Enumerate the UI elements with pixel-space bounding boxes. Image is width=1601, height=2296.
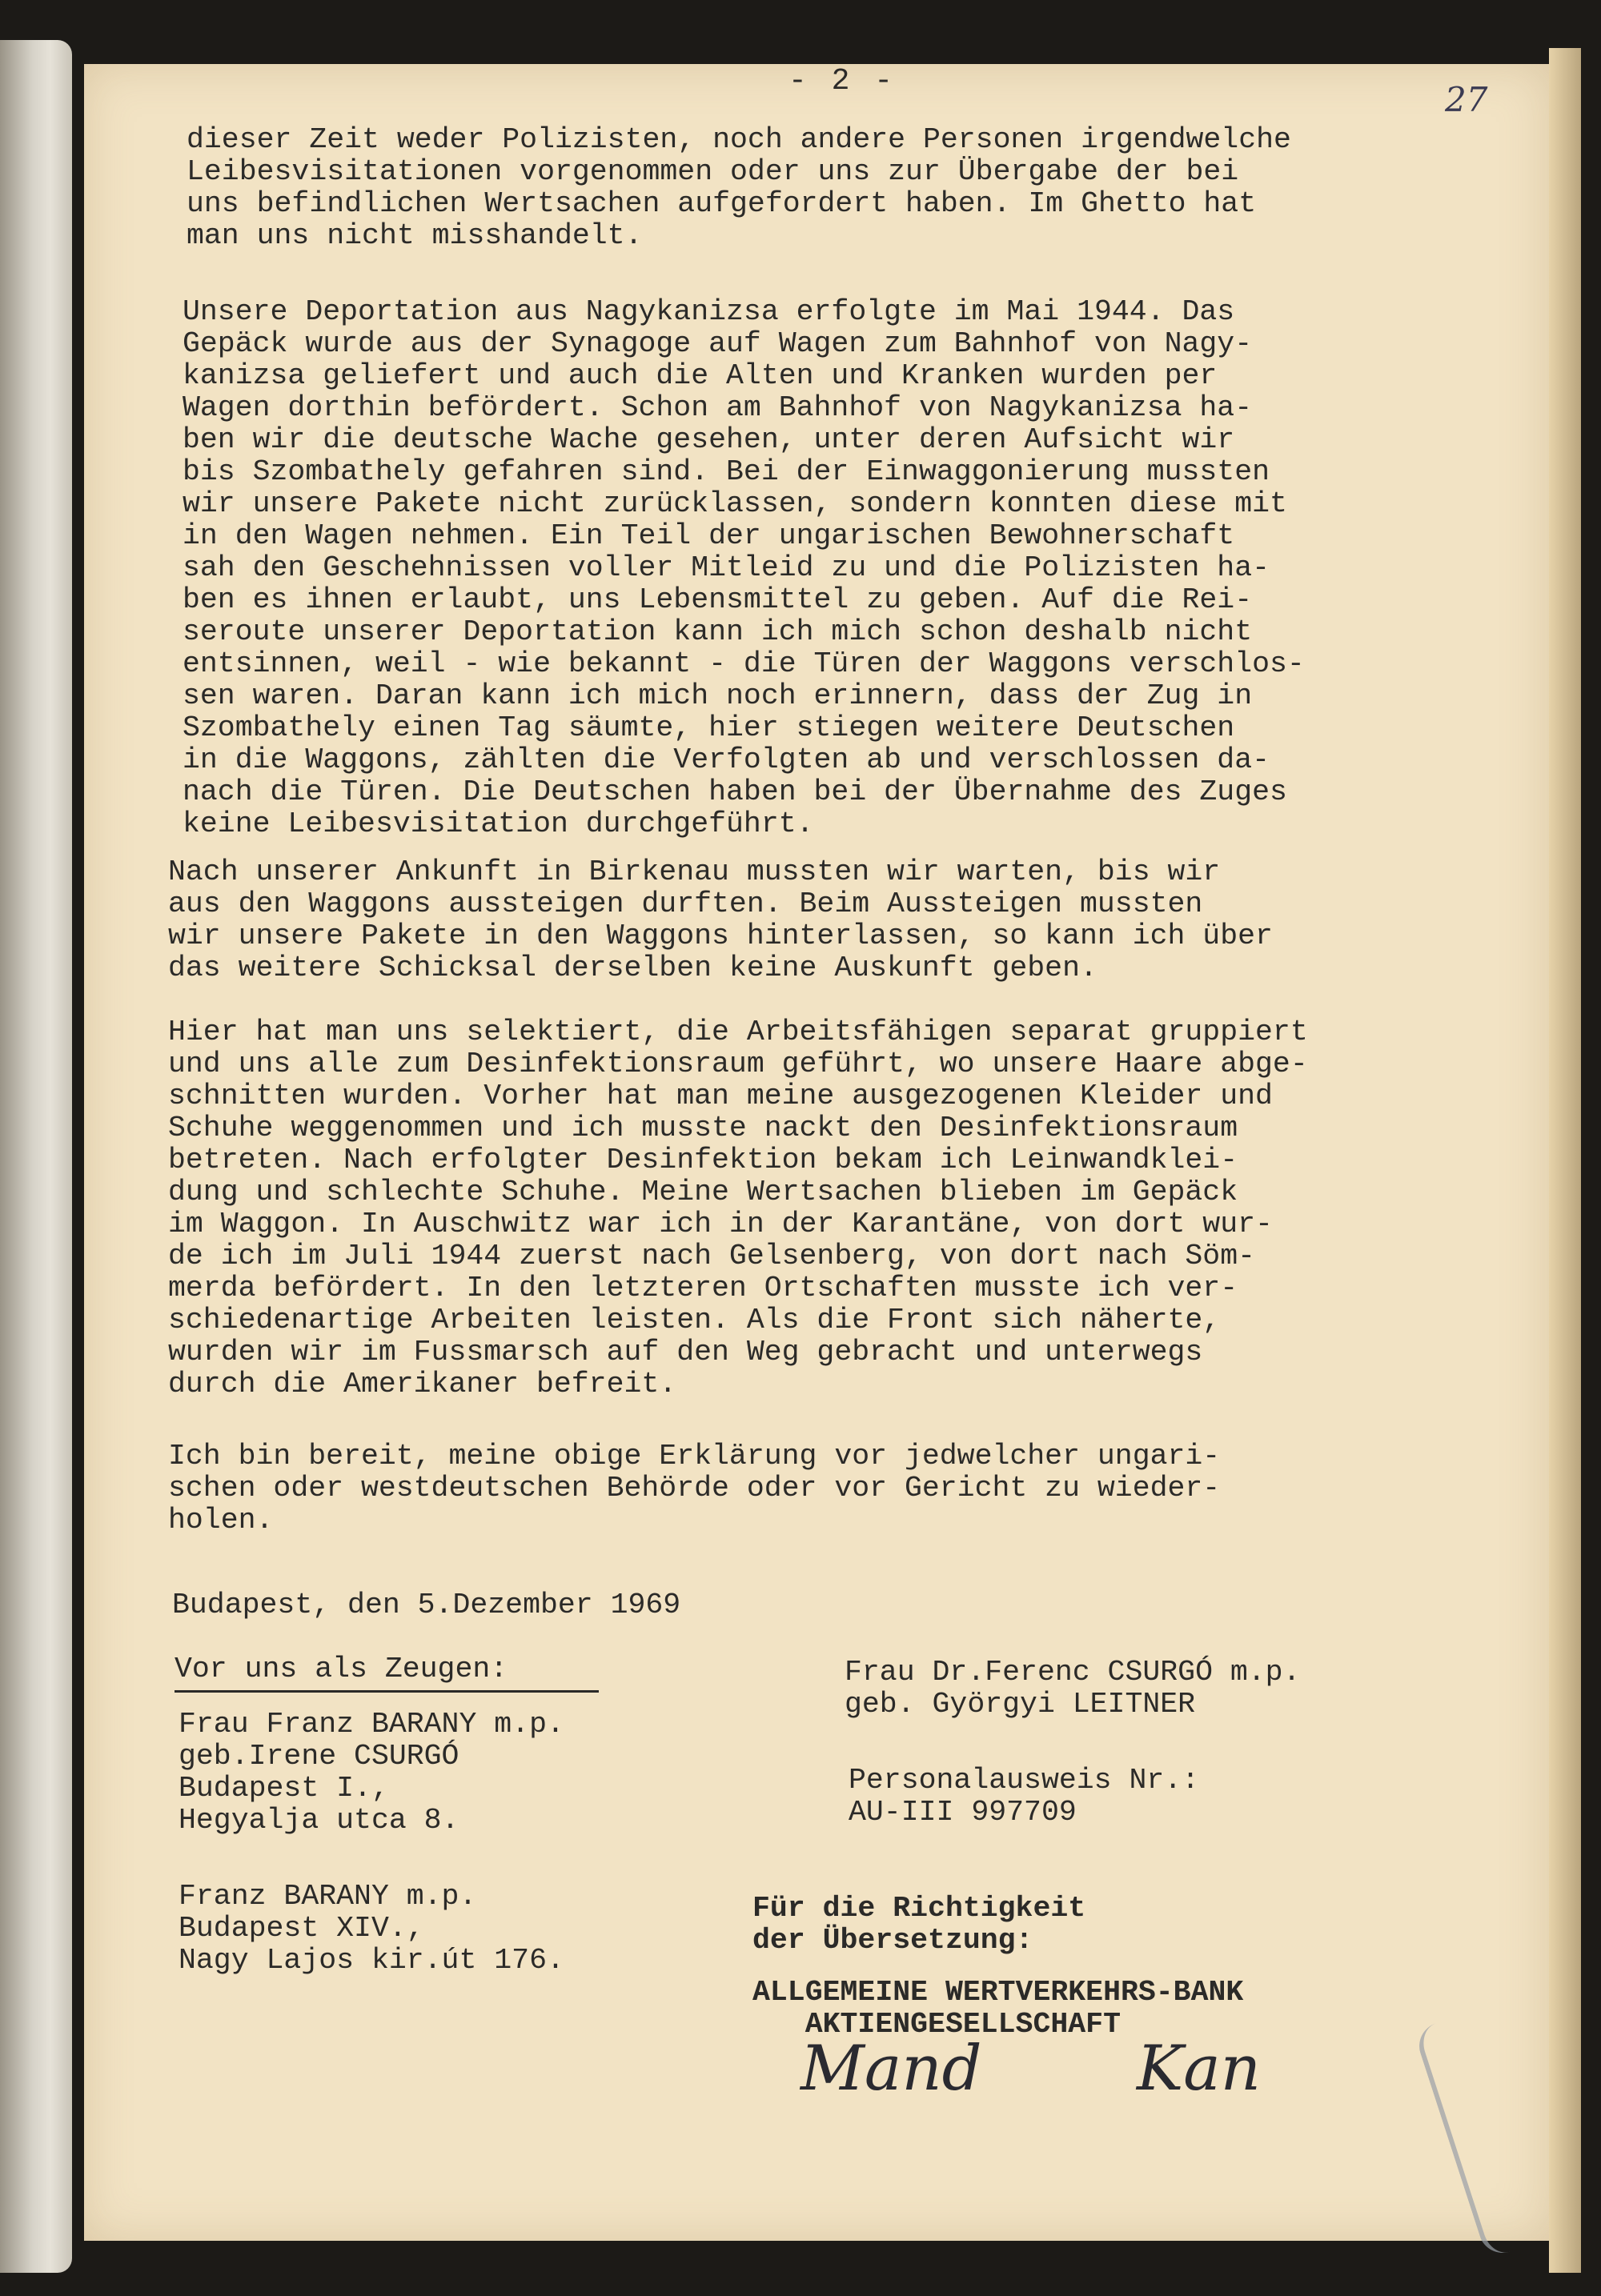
witness-heading: Vor uns als Zeugen:	[175, 1653, 508, 1685]
stacked-page-edges	[1549, 48, 1581, 2273]
witness-heading-underline	[175, 1690, 599, 1693]
translation-note: Für die Richtigkeit der Übersetzung:	[752, 1892, 1086, 1957]
adjacent-page-edge	[0, 40, 72, 2273]
bank-stamp: ALLGEMEINE WERTVERKEHRS-BANK AKTIENGESELLSCHAFT	[752, 1976, 1244, 2041]
date-line: Budapest, den 5.Dezember 1969	[172, 1589, 681, 1621]
paragraph-5: Ich bin bereit, meine obige Erklärung vor jedwelcher ungari- schen oder westdeutschen Behörde oder vor Gericht zu wieder- holen.	[168, 1440, 1221, 1537]
paragraph-4: Hier hat man uns selektiert, die Arbeitsfähigen separat gruppiert und uns alle zum Desinfektionsraum geführt, wo unsere Haare abge- schnitten wurden. Vorher hat man meine ausgezogenen Kleider und Schuhe weggenommen und ich musste nackt den Desinfektionsraum betreten. Nach erfolgter Desinfektion bekam ich Leinwandklei- dung und schlechte Schuhe. Meine Wertsachen blieben im Gepäck im Waggon. In Auschwitz war ich in der Karantäne, von dort wur- de ich im Juli 1944 zuerst nach Gelsenberg, von dort nach Söm- merda befördert. In den letzteren Ortschaften musste ich ver- schiedenartige Arbeiten leisten. Als die Front sich näherte, wurden wir im Fussmarsch auf den Weg gebracht und unterwegs durch die Amerikaner befreit.	[168, 1016, 1308, 1400]
signature-1: Mand	[800, 2033, 982, 2105]
declarant-name: Frau Dr.Ferenc CSURGÓ m.p. geb. Györgyi LEITNER	[845, 1656, 1301, 1721]
witness-2-block: Franz BARANY m.p. Budapest XIV., Nagy Lajos kir.út 176.	[179, 1880, 564, 1977]
paragraph-1: dieser Zeit weder Polizisten, noch andere Personen irgendwelche Leibesvisitationen vorgenommen oder uns zur Übergabe der bei uns befindlichen Wertsachen aufgefordert haben. Im Ghetto hat man uns nicht misshandelt.	[187, 123, 1291, 252]
page-number: - 2 -	[788, 64, 897, 98]
paragraph-2: Unsere Deportation aus Nagykanizsa erfolgte im Mai 1944. Das Gepäck wurde aus der Synagoge auf Wagen zum Bahnhof von Nagy- kanizsa geliefert und auch die Alten und Kranken wurden per Wagen dorthin befördert. Schon am Bahnhof von Nagykanizsa ha- ben wir die deutsche Wache gesehen, unter deren Aufsicht wir bis Szombathely gefahren sind. Bei der Einwaggonierung mussten wir unsere Pakete nicht zurücklassen, sondern konnten diese mit in den Wagen nehmen. Ein Teil der ungarischen Bewohnerschaft sah den Geschehnissen voller Mitleid zu und die Polizisten ha- ben es ihnen erlaubt, uns Lebensmittel zu geben. Auf die Rei- seroute unserer Deportation kann ich mich schon deshalb nicht entsinnen, weil - wie bekannt - die Türen der Waggons verschlos- sen waren. Daran kann ich mich noch erinnern, dass der Zug in Szombathely einen Tag säumte, hier stiegen weitere Deutschen in die Waggons, zählten die Verfolgten ab und verschlossen da- nach die Türen. Die Deutschen haben bei der Übernahme des Zuges keine Leibesvisitation durchgeführt.	[183, 295, 1305, 840]
signature-2: Kan	[1137, 2033, 1262, 2105]
paragraph-3: Nach unserer Ankunft in Birkenau mussten wir warten, bis wir aus den Waggons aussteigen durften. Beim Aussteigen mussten wir unsere Pakete in den Waggons hinterlassen, so kann ich über das weitere Schicksal derselben keine Auskunft geben.	[168, 855, 1273, 984]
witness-1-block: Frau Franz BARANY m.p. geb.Irene CSURGÓ Budapest I., Hegyalja utca 8.	[179, 1708, 564, 1837]
folio-number: 27	[1445, 80, 1488, 119]
declarant-id: Personalausweis Nr.: AU-III 997709	[849, 1764, 1200, 1829]
